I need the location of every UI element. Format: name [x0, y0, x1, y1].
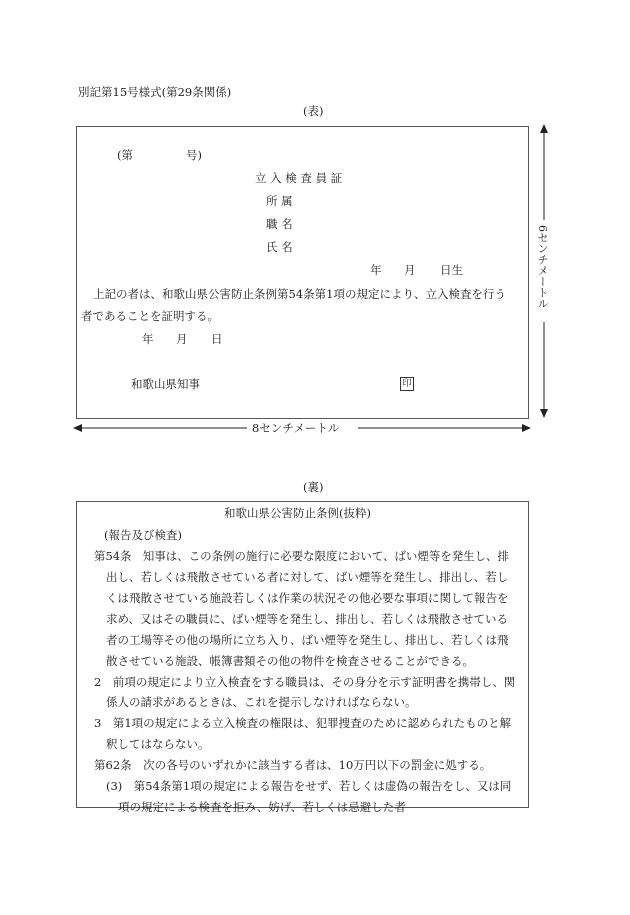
article-54-line-3: くは飛散させている施設若しくは作業の状況その他必要な事項に関して報告を	[106, 590, 509, 605]
paragraph-2-line-1: 2 前項の規定により立入検査をする職員は、その身分を示す証明書を携帯し、関	[94, 674, 516, 689]
issue-day: 日	[211, 332, 223, 346]
height-label: 6センチメートル	[536, 225, 549, 309]
article-54-line-4: 求め、又はその職員に、ばい煙等を発生し、排出し、若しくは飛散させている	[106, 611, 509, 626]
article-54-line-6: 散させている施設、帳簿書類その他の物件を検査させることができる。	[106, 653, 474, 668]
statement-line-1: 上記の者は、和歌山県公害防止条例第54条第1項の規定により、立入検査を行う	[93, 287, 506, 301]
issuer-name: 和歌山県知事	[131, 377, 200, 391]
item-3-line-1: (3) 第54条第1項の規定による報告をせず、若しくは虚偽の報告をし、又は同	[106, 779, 512, 794]
paragraph-3-line-2: 釈してはならない。	[106, 737, 210, 752]
form-title: 別記第15号様式(第29条関係)	[78, 85, 232, 99]
article-54-line-1: 第54条 知事は、この条例の施行に必要な限度において、ばい煙等を発生し、排	[94, 549, 509, 563]
issue-year: 年	[142, 332, 154, 346]
item-3-line-2: 項の規定による検査を拒み、妨げ、若しくは忌避した者	[118, 800, 406, 814]
front-side-label: (表)	[303, 104, 324, 118]
width-label: 8センチメートル	[252, 421, 340, 435]
number-close: 号)	[186, 148, 202, 162]
article-54-line-5: 者の工場等その他の場所に立ち入り、ばい煙等を発生し、排出し、若しくは飛	[106, 632, 509, 647]
article-62-line: 第62条 次の各号のいずれかに該当する者は、10万円以下の罰金に処する。	[94, 758, 492, 773]
birth-month: 月	[404, 263, 416, 277]
section-heading: (報告及び検査)	[104, 528, 182, 542]
birth-year: 年	[370, 263, 382, 277]
affiliation-label: 所 属	[266, 194, 293, 208]
birth-day: 日生	[440, 263, 463, 277]
position-label: 職 名	[266, 217, 293, 231]
number-open: (第	[117, 148, 133, 162]
ordinance-title: 和歌山県公害防止条例(抜粋)	[224, 506, 371, 520]
card-title: 立 入 検 査 員 証	[255, 171, 343, 185]
issue-month: 月	[176, 332, 188, 346]
name-label: 氏 名	[266, 240, 293, 254]
article-54-line-2: 出し、若しくは飛散させている者に対して、ばい煙等を発生し、排出し、若し	[106, 569, 509, 584]
official-seal: 印	[400, 377, 414, 391]
paragraph-2-line-2: 係人の請求があるときは、これを提示しなければならない。	[106, 695, 417, 710]
back-side-label: (裏)	[303, 480, 324, 494]
statement-line-2: 者であることを証明する。	[81, 309, 219, 323]
paragraph-3-line-1: 3 第1項の規定による立入検査の権限は、犯罪捜査のために認められたものと解	[94, 716, 512, 731]
